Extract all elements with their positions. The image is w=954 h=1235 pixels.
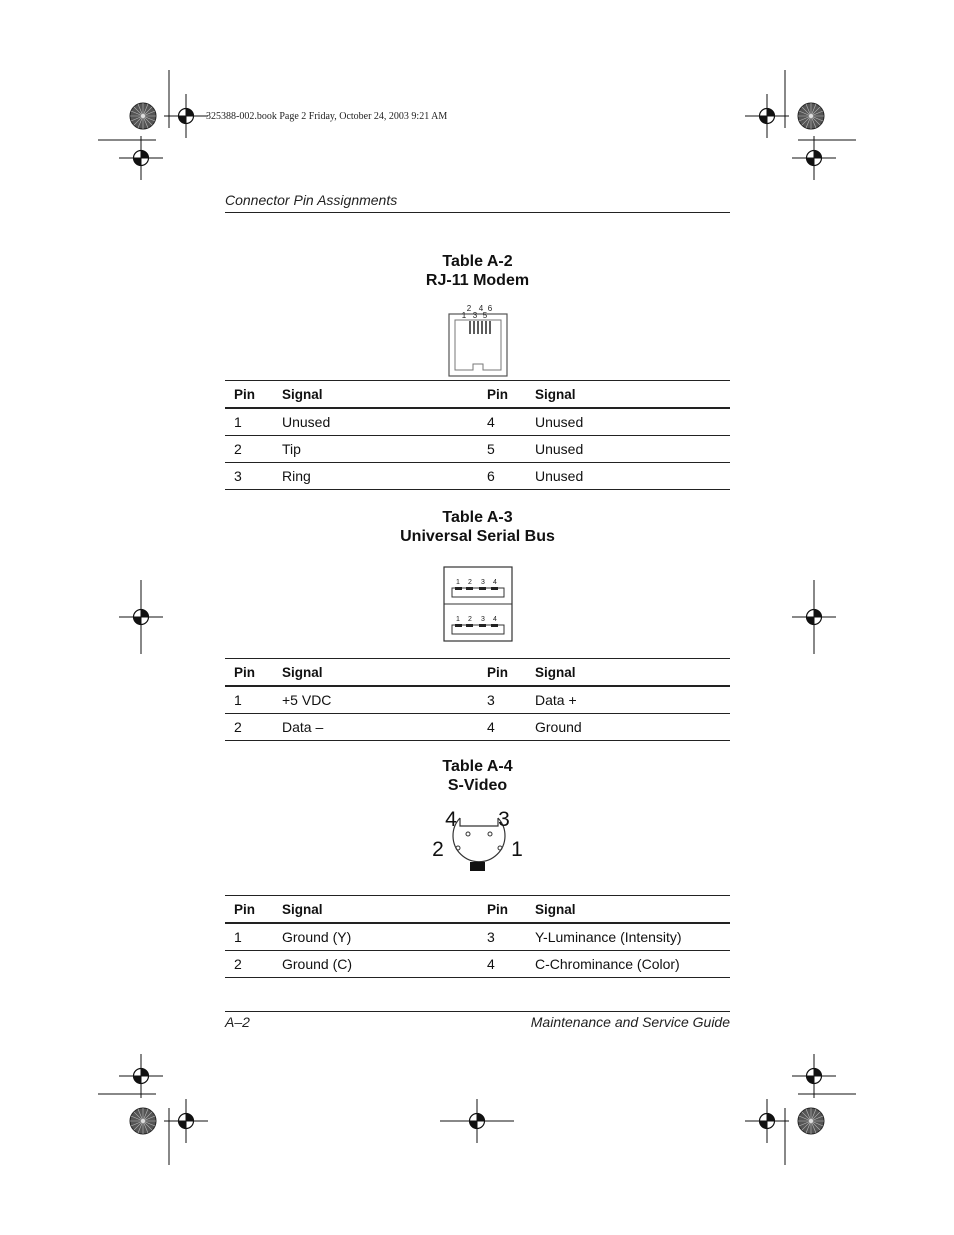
table-header-row bbox=[225, 896, 730, 924]
table-row bbox=[225, 951, 730, 978]
footer-rule bbox=[225, 1011, 730, 1012]
pin-cell: 1 bbox=[225, 923, 282, 951]
table-label: Table A-4 bbox=[442, 758, 513, 775]
running-head: Connector Pin Assignments bbox=[225, 192, 398, 208]
col-header-signal: Signal bbox=[535, 896, 730, 924]
pin-cell: 2 bbox=[225, 436, 282, 463]
pin-label: 3 bbox=[472, 311, 478, 320]
pin-cell: 2 bbox=[225, 951, 282, 978]
signal-cell: Y-Luminance (Intensity) bbox=[535, 923, 730, 951]
signal-cell: Unused bbox=[535, 408, 730, 436]
pin-cell: 1 bbox=[225, 408, 282, 436]
table-header-row bbox=[225, 381, 730, 409]
signal-cell: +5 VDC bbox=[282, 686, 485, 714]
pin-cell: 1 bbox=[225, 686, 282, 714]
col-header-signal: Signal bbox=[282, 659, 485, 687]
table-label: Table A-2 bbox=[442, 253, 513, 270]
pin-cell: 3 bbox=[485, 923, 535, 951]
pin-label: 1 bbox=[511, 838, 523, 861]
pin-table-rj11 bbox=[225, 380, 730, 490]
pin-cell: 4 bbox=[485, 408, 535, 436]
print-slug: 325388-002.book Page 2 Friday, October 24, 2003 9:21 AM bbox=[206, 111, 448, 122]
pin-label: 1 bbox=[461, 311, 467, 320]
signal-cell: Data + bbox=[535, 686, 730, 714]
table-name: RJ-11 Modem bbox=[425, 272, 530, 289]
pin-cell: 3 bbox=[485, 686, 535, 714]
col-header-pin: Pin bbox=[225, 659, 282, 687]
col-header-pin: Pin bbox=[485, 381, 535, 409]
signal-cell: Ground (C) bbox=[282, 951, 485, 978]
pin-label: 4 bbox=[493, 616, 497, 623]
signal-cell: Ground bbox=[535, 714, 730, 741]
header-rule bbox=[225, 212, 730, 213]
signal-cell: C-Chrominance (Color) bbox=[535, 951, 730, 978]
signal-cell: Tip bbox=[282, 436, 485, 463]
table-row bbox=[225, 436, 730, 463]
table-header-row bbox=[225, 659, 730, 687]
s-video-connector-diagram bbox=[428, 806, 528, 878]
table-name: S-Video bbox=[447, 777, 508, 794]
usb-connector-diagram bbox=[443, 566, 513, 642]
signal-cell: Ring bbox=[282, 463, 485, 490]
signal-cell: Data – bbox=[282, 714, 485, 741]
table-label: Table A-3 bbox=[442, 509, 513, 526]
pin-table-usb bbox=[225, 658, 730, 741]
pin-label: 6 bbox=[487, 304, 493, 313]
col-header-pin: Pin bbox=[485, 896, 535, 924]
pin-label: 2 bbox=[468, 579, 472, 586]
rj11-connector-diagram bbox=[448, 304, 508, 376]
pin-label: 4 bbox=[478, 304, 484, 313]
signal-cell: Unused bbox=[535, 436, 730, 463]
table-row bbox=[225, 463, 730, 490]
page-number: A–2 bbox=[225, 1014, 250, 1030]
table-row bbox=[225, 686, 730, 714]
pin-label: 2 bbox=[432, 838, 444, 861]
pin-cell: 3 bbox=[225, 463, 282, 490]
pin-label: 3 bbox=[481, 579, 485, 586]
pin-cell: 4 bbox=[485, 951, 535, 978]
signal-cell: Ground (Y) bbox=[282, 923, 485, 951]
col-header-pin: Pin bbox=[225, 896, 282, 924]
pin-label: 5 bbox=[482, 311, 488, 320]
table-row bbox=[225, 714, 730, 741]
table-a2-title bbox=[225, 252, 730, 290]
pin-cell: 6 bbox=[485, 463, 535, 490]
pin-label: 1 bbox=[456, 616, 460, 623]
table-a3-title bbox=[225, 508, 730, 546]
pin-label: 3 bbox=[481, 616, 485, 623]
signal-cell: Unused bbox=[535, 463, 730, 490]
pin-label: 3 bbox=[498, 808, 510, 831]
pin-cell: 4 bbox=[485, 714, 535, 741]
table-a4-title bbox=[225, 757, 730, 795]
table-row bbox=[225, 923, 730, 951]
pin-cell: 2 bbox=[225, 714, 282, 741]
pin-label: 2 bbox=[468, 616, 472, 623]
pin-cell: 5 bbox=[485, 436, 535, 463]
pin-label: 2 bbox=[466, 304, 472, 313]
table-name: Universal Serial Bus bbox=[400, 528, 555, 545]
col-header-pin: Pin bbox=[225, 381, 282, 409]
col-header-signal: Signal bbox=[282, 896, 485, 924]
footer-title: Maintenance and Service Guide bbox=[530, 1014, 730, 1030]
pin-label: 4 bbox=[445, 808, 457, 831]
pin-label: 1 bbox=[456, 579, 460, 586]
col-header-pin: Pin bbox=[485, 659, 535, 687]
col-header-signal: Signal bbox=[535, 659, 730, 687]
col-header-signal: Signal bbox=[535, 381, 730, 409]
pin-label: 4 bbox=[493, 579, 497, 586]
col-header-signal: Signal bbox=[282, 381, 485, 409]
signal-cell: Unused bbox=[282, 408, 485, 436]
pin-table-s-video bbox=[225, 895, 730, 978]
table-row bbox=[225, 408, 730, 436]
